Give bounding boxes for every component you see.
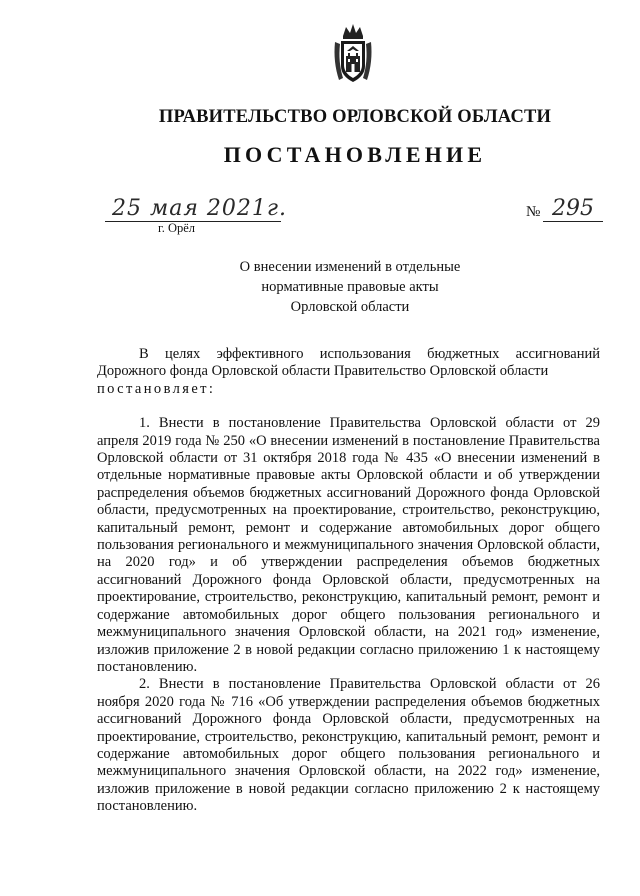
number-underline	[543, 221, 603, 222]
decree-word: постановляет:	[97, 380, 216, 397]
city-label: г. Орёл	[158, 221, 196, 235]
organization-title: ПРАВИТЕЛЬСТВО ОРЛОВСКОЙ ОБЛАСТИ	[158, 107, 552, 127]
number-label: №	[526, 204, 541, 220]
subject-line: нормативные правовые акты	[261, 279, 439, 295]
handwritten-number: 295	[552, 196, 594, 221]
document-type-title: ПОСТАНОВЛЕНИЕ	[223, 142, 487, 167]
document-subject	[0, 257, 640, 317]
handwritten-date: 25 мая 2021г.	[112, 196, 288, 221]
preamble-paragraph	[97, 346, 600, 398]
subject-line: Орловской области	[290, 299, 410, 315]
document-body	[97, 346, 600, 816]
coat-of-arms-emblem	[331, 22, 375, 86]
subject-line: О внесении изменений в отдельные	[239, 259, 461, 275]
preamble-text: В целях эффективного использования бюджетных ассигнований Дорожного фонда Орловской области Правительство Орловской области	[97, 346, 600, 380]
clause-1: 1. Внести в постановление Правительства Орловской области от 29 апреля 2019 года № 250 «О внесении изменений в постановление Правительства Орловской области от 31 октября 2018 года № 435 «О внесении изменений в отдельные нормативные правовые акты Орловской области и об утверждении распределения объемов бюджетных ассигнований Дорожного фонда Орловской области, предусмотренных на проектирование, строительство, реконструкцию, капитальный ремонт, ремонт и содержание автомобильных дорог общего пользования регионального и межмуниципального значения Орловской области, на 2020 год» и об утверждении распределения объемов бюджетных ассигнований Дорожного фонда Орловской области, предусмотренных на проектирование, строительство, реконструкцию, капитальный ремонт, ремонт и содержание автомобильных дорог общего пользования регионального и межмуниципального значения Орловской области, на 2021 год» изменение, изложив приложение 2 в новой редакции согласно приложению 1 к настоящему постановлению.	[97, 415, 600, 675]
clause-2: 2. Внести в постановление Правительства Орловской области от 26 ноября 2020 года № 716 «Об утверждении распределения объемов бюджетных ассигнований Дорожного фонда Орловской области, предусмотренных на проектирование, строительство, реконструкцию, капитальный ремонт, ремонт и содержание автомобильных дорог общего пользования регионального и межмуниципального значения Орловской области, на 2022 год» изменение, изложив приложение в новой редакции согласно приложению 2 к настоящему постановлению.	[97, 676, 600, 815]
